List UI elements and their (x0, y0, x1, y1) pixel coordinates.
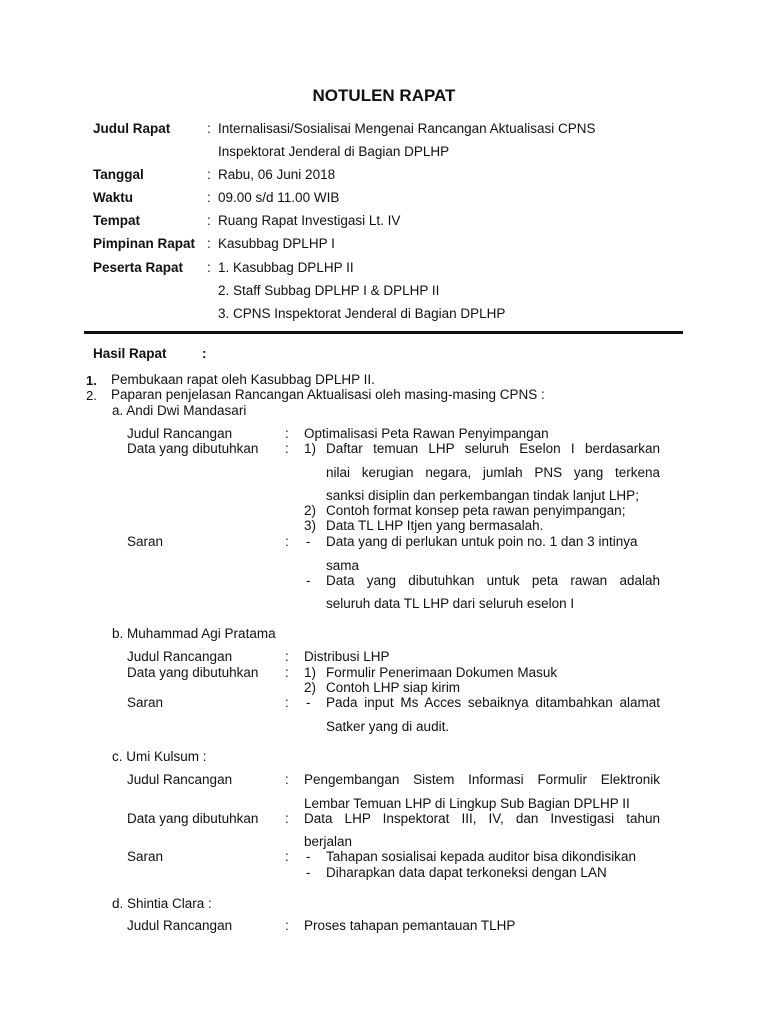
colon: : (285, 649, 289, 664)
document-title: NOTULEN RAPAT (312, 86, 456, 105)
tempat-value: Ruang Rapat Investigasi Lt. IV (218, 213, 401, 228)
data-item-cont: nilai kerugian negara, jumlah PNS yang terkena (326, 465, 660, 480)
pimpinan-rapat-label: Pimpinan Rapat (93, 236, 196, 251)
peserta-item: 1. Kasubbag DPLHP II (218, 260, 354, 275)
data-item: Contoh LHP siap kirim (326, 680, 461, 695)
saran-label: Saran (127, 695, 164, 710)
judul-rancangan-label: Judul Rancangan (127, 649, 233, 664)
judul-rancangan-value: Proses tahapan pemantauan TLHP (304, 918, 516, 933)
list-number: 1) (304, 441, 317, 456)
data-item-cont: berjalan (304, 834, 353, 849)
saran-item: Tahapan sosialisai kepada auditor bisa dikondisikan (326, 849, 636, 864)
peserta-item: 3. CPNS Inspektorat Jenderal di Bagian DPLHP (218, 306, 506, 321)
divider-line (84, 331, 683, 334)
dash-bullet: - (306, 534, 311, 549)
waktu-value: 09.00 s/d 11.00 WIB (218, 190, 340, 205)
tempat-label: Tempat (93, 213, 141, 228)
saran-item: Data yang dibutuhkan untuk peta rawan adalah (326, 573, 660, 588)
colon: : (207, 236, 211, 251)
list-number: 1. (86, 373, 97, 388)
data-item: Daftar temuan LHP seluruh Eselon I berdasarkan (326, 441, 660, 456)
judul-rancangan-label: Judul Rancangan (127, 918, 233, 933)
colon: : (285, 695, 289, 710)
data-item: Contoh format konsep peta rawan penyimpangan; (326, 503, 626, 518)
saran-label: Saran (127, 849, 164, 864)
judul-rancangan-value-cont: Lembar Temuan LHP di Lingkup Sub Bagian DPLHP II (304, 796, 630, 811)
pimpinan-rapat-value: Kasubbag DPLHP I (218, 236, 335, 251)
judul-rapat-value-cont: Inspektorat Jenderal di Bagian DPLHP (218, 144, 450, 159)
colon: : (285, 665, 289, 680)
list-number: 2) (304, 680, 317, 695)
data-dibutuhkan-label: Data yang dibutuhkan (127, 811, 259, 826)
tanggal-value: Rabu, 06 Juni 2018 (218, 167, 336, 182)
colon: : (285, 918, 289, 933)
saran-item-cont: sama (326, 558, 360, 573)
colon: : (207, 260, 211, 275)
peserta-item: 2. Staff Subbag DPLHP I & DPLHP II (218, 283, 440, 298)
saran-item: Pada input Ms Acces sebaiknya ditambahkan alamat (326, 695, 660, 710)
judul-rapat-label: Judul Rapat (93, 121, 171, 136)
hasil-rapat-heading: Hasil Rapat (93, 346, 167, 361)
list-item: Pembukaan rapat oleh Kasubbag DPLHP II. (111, 372, 375, 387)
saran-item-cont: seluruh data TL LHP dari seluruh eselon I (326, 596, 575, 611)
list-number: 1) (304, 665, 317, 680)
dash-bullet: - (306, 865, 311, 880)
data-item-cont: sanksi disiplin dan perkembangan tindak lanjut LHP; (326, 488, 639, 503)
colon: : (207, 213, 211, 228)
colon: : (207, 190, 211, 205)
list-number: 3) (304, 518, 317, 533)
judul-rancangan-value: Optimalisasi Peta Rawan Penyimpangan (304, 426, 549, 441)
data-item: Formulir Penerimaan Dokumen Masuk (326, 665, 558, 680)
colon: : (207, 167, 211, 182)
data-item: Data LHP Inspektorat III, IV, dan Investigasi tahun (304, 811, 660, 826)
participant-name: b. Muhammad Agi Pratama (112, 626, 276, 641)
colon: : (285, 534, 289, 549)
judul-rancangan-value: Distribusi LHP (304, 649, 390, 664)
participant-name: a. Andi Dwi Mandasari (112, 403, 247, 418)
peserta-rapat-label: Peserta Rapat (93, 260, 184, 275)
colon: : (207, 121, 211, 136)
colon: : (285, 811, 289, 826)
data-item: Data TL LHP Itjen yang bermasalah. (326, 518, 544, 533)
colon: : (285, 772, 289, 787)
participant-name: c. Umi Kulsum : (112, 749, 207, 764)
saran-item: Data yang di perlukan untuk poin no. 1 dan 3 intinya (326, 534, 638, 549)
saran-label: Saran (127, 534, 164, 549)
data-dibutuhkan-label: Data yang dibutuhkan (127, 665, 259, 680)
saran-item: Diharapkan data dapat terkoneksi dengan LAN (326, 865, 607, 880)
waktu-label: Waktu (93, 190, 133, 205)
dash-bullet: - (306, 573, 311, 588)
colon: : (202, 346, 207, 361)
data-dibutuhkan-label: Data yang dibutuhkan (127, 441, 259, 456)
colon: : (285, 849, 289, 864)
list-item: Paparan penjelasan Rancangan Aktualisasi oleh masing-masing CPNS : (111, 387, 545, 402)
judul-rancangan-label: Judul Rancangan (127, 772, 233, 787)
judul-rapat-value: Internalisasi/Sosialisai Mengenai Rancangan Aktualisasi CPNS (218, 121, 596, 136)
judul-rancangan-value: Pengembangan Sistem Informasi Formulir Elektronik (304, 772, 660, 787)
list-number: 2) (304, 503, 317, 518)
saran-item-cont: Satker yang di audit. (326, 719, 450, 734)
tanggal-label: Tanggal (93, 167, 144, 182)
participant-name: d. Shintia Clara : (112, 896, 212, 911)
list-number: 2. (86, 388, 97, 403)
colon: : (285, 426, 289, 441)
judul-rancangan-label: Judul Rancangan (127, 426, 233, 441)
dash-bullet: - (306, 695, 311, 710)
dash-bullet: - (306, 849, 311, 864)
colon: : (285, 441, 289, 456)
